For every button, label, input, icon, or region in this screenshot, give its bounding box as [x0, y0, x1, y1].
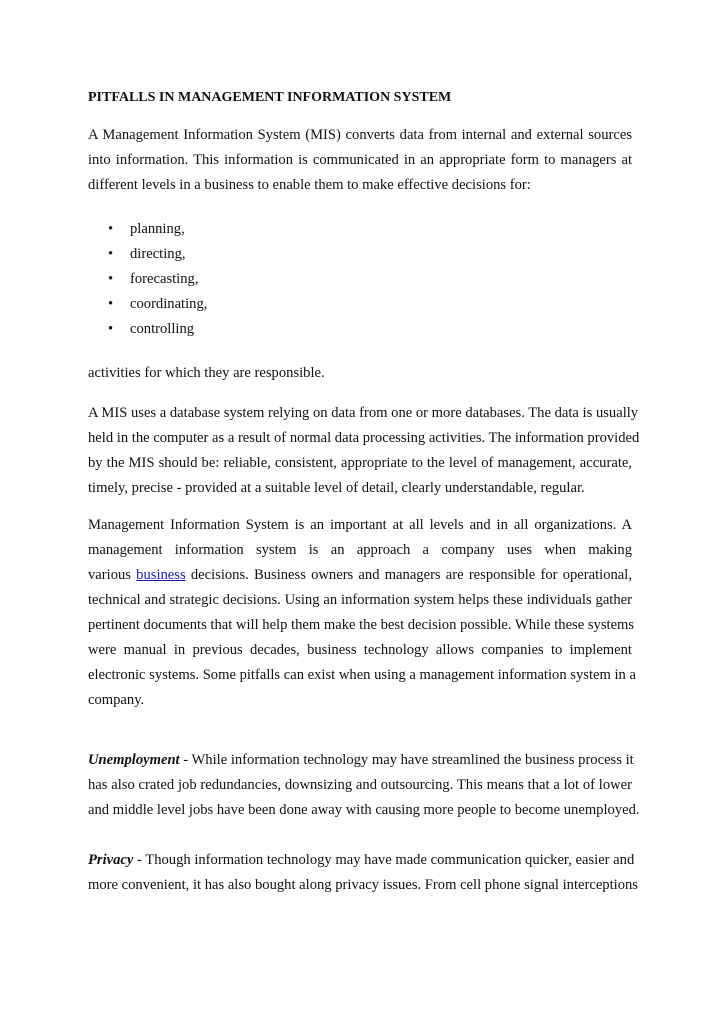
unemployment-paragraph	[88, 748, 640, 823]
text-line: company.	[88, 692, 145, 708]
text-line: pertinent documents that will help them make the best decision possible. While these systems	[88, 617, 635, 633]
bullet-list	[108, 217, 207, 342]
text-line	[88, 748, 632, 773]
text-line: Management Information System is an important at all levels and in all organizations. A	[88, 517, 632, 533]
text-segment: - Though information technology may have made communication quicker, easier and	[133, 852, 635, 868]
mis-database-paragraph	[88, 401, 640, 501]
business-link[interactable]: business	[136, 567, 186, 583]
list-item-text: directing,	[130, 246, 186, 262]
intro-paragraph	[88, 123, 632, 198]
list-item	[108, 292, 207, 317]
bullet-icon: •	[108, 221, 114, 237]
text-line: were manual in previous decades, business technology allows companies to implement	[88, 642, 632, 658]
text-line: different levels in a business to enable them to make effective decisions for:	[88, 177, 531, 193]
text-line: technical and strategic decisions. Using an information system helps these individuals gather	[88, 592, 632, 608]
text-line: activities for which they are responsible.	[88, 365, 325, 381]
list-item	[108, 242, 207, 267]
text-line: held in the computer as a result of normal data processing activities. The information provided	[88, 430, 640, 446]
text-segment: various	[88, 567, 137, 583]
bullet-icon: •	[108, 246, 114, 262]
text-line	[88, 848, 635, 873]
mis-importance-paragraph	[88, 513, 636, 713]
text-segment: decisions. Business owners and managers are responsible for operational,	[185, 567, 632, 583]
unemployment-heading: Unemployment	[88, 752, 180, 768]
text-line: management information system is an approach a company uses when making	[88, 542, 632, 558]
text-line: A Management Information System (MIS) converts data from internal and external sources	[88, 127, 632, 143]
title-text: PITFALLS IN MANAGEMENT INFORMATION SYSTEM	[88, 90, 452, 105]
list-item-text: controlling	[130, 321, 195, 337]
list-item	[108, 267, 207, 292]
bullet-icon: •	[108, 321, 114, 337]
list-item	[108, 317, 207, 342]
text-line: electronic systems. Some pitfalls can exist when using a management information system in a	[88, 667, 636, 683]
text-line: more convenient, it has also bought along privacy issues. From cell phone signal interceptions	[88, 877, 638, 893]
document-title	[88, 85, 632, 110]
bullet-icon: •	[108, 271, 114, 287]
text-line: A MIS uses a database system relying on data from one or more databases. The data is usually	[88, 405, 639, 421]
privacy-heading: Privacy	[88, 852, 134, 868]
list-item-text: forecasting,	[130, 271, 199, 287]
privacy-paragraph	[88, 848, 638, 898]
text-line: into information. This information is communicated in an appropriate form to managers at	[88, 152, 632, 168]
list-item	[108, 217, 207, 242]
text-line: has also crated job redundancies, downsizing and outsourcing. This means that a lot of lower	[88, 777, 632, 793]
activities-paragraph	[88, 361, 632, 386]
text-line	[88, 563, 632, 588]
bullet-icon: •	[108, 296, 114, 312]
text-line: and middle level jobs have been done away with causing more people to become unemployed.	[88, 802, 640, 818]
text-line: by the MIS should be: reliable, consistent, appropriate to the level of management, accurate,	[88, 455, 632, 471]
list-item-text: planning,	[130, 221, 185, 237]
text-line: timely, precise - provided at a suitable level of detail, clearly understandable, regular.	[88, 480, 585, 496]
text-segment: - While information technology may have streamlined the business process it	[179, 752, 634, 768]
list-item-text: coordinating,	[130, 296, 208, 312]
